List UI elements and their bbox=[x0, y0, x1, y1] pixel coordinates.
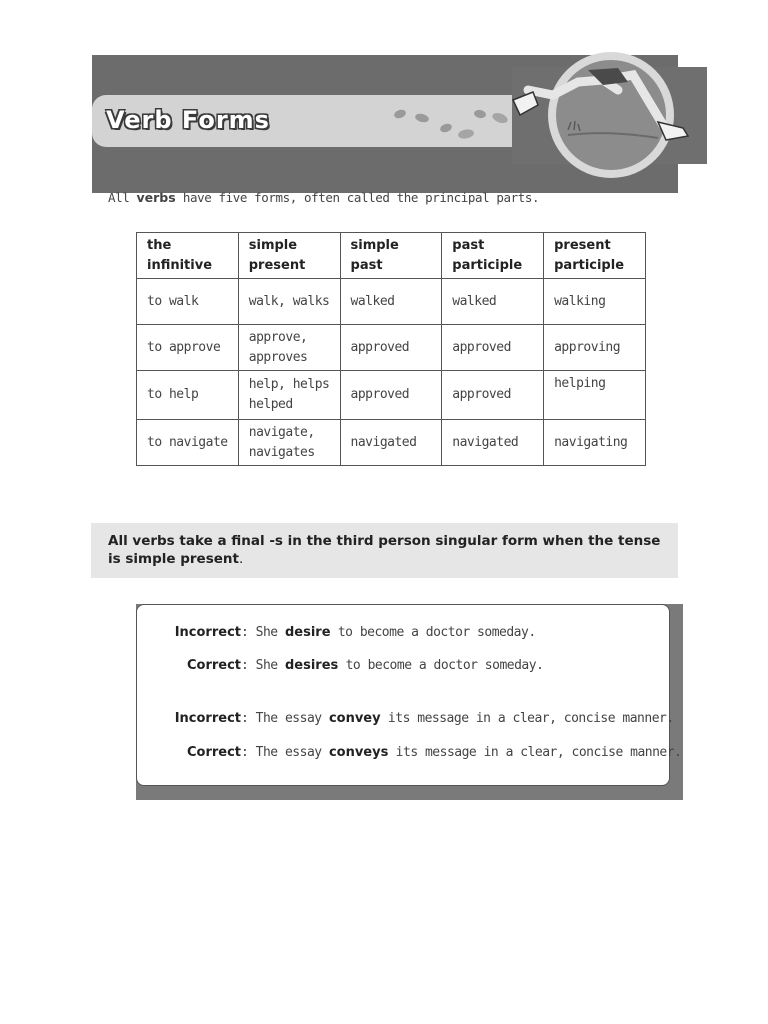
table-cell: walk, walks bbox=[238, 279, 340, 325]
table-cell: navigated bbox=[442, 420, 544, 466]
examples-card bbox=[136, 604, 682, 786]
running-legs-icon bbox=[508, 60, 698, 155]
verb-forms-table bbox=[136, 232, 646, 466]
table-row bbox=[137, 279, 646, 325]
table-cell: to navigate bbox=[137, 420, 239, 466]
table-cell: approved bbox=[442, 371, 544, 420]
example-line: Correct: She desires to become a doctor someday. bbox=[186, 658, 544, 673]
example-line: Incorrect: She desire to become a doctor someday. bbox=[174, 625, 536, 640]
table-cell: helping bbox=[544, 371, 646, 420]
table-cell: navigate, navigates bbox=[238, 420, 340, 466]
table-row bbox=[137, 371, 646, 420]
table-cell: to approve bbox=[137, 325, 239, 371]
table-cell: to help bbox=[137, 371, 239, 420]
intro-text: All verbs have five forms, often called the principal parts. bbox=[108, 190, 540, 205]
page-title: Verb Forms bbox=[106, 106, 270, 134]
table-cell: navigated bbox=[340, 420, 442, 466]
table-cell: approved bbox=[340, 371, 442, 420]
table-cell: approving bbox=[544, 325, 646, 371]
table-cell: to walk bbox=[137, 279, 239, 325]
column-header: present participle bbox=[544, 233, 646, 279]
table-cell: approved bbox=[442, 325, 544, 371]
column-header: simple past bbox=[340, 233, 442, 279]
table-header-row bbox=[137, 233, 646, 279]
column-header: the infinitive bbox=[137, 233, 239, 279]
table-row bbox=[137, 325, 646, 371]
table-cell: walked bbox=[340, 279, 442, 325]
table-cell: walking bbox=[544, 279, 646, 325]
rule-text: All verbs take a final -s in the third person singular form when the tense is simple present. bbox=[108, 533, 661, 567]
table-cell: approved bbox=[340, 325, 442, 371]
table-cell: navigating bbox=[544, 420, 646, 466]
table-cell: walked bbox=[442, 279, 544, 325]
footprints-icon bbox=[388, 100, 518, 144]
table-cell: help, helps helped bbox=[238, 371, 340, 420]
example-line: Incorrect: The essay convey its message in a clear, concise manner. bbox=[174, 711, 674, 726]
column-header: simple present bbox=[238, 233, 340, 279]
example-line: Correct: The essay conveys its message in a clear, concise manner. bbox=[186, 745, 682, 760]
table-row bbox=[137, 420, 646, 466]
column-header: past participle bbox=[442, 233, 544, 279]
table-cell: approve, approves bbox=[238, 325, 340, 371]
